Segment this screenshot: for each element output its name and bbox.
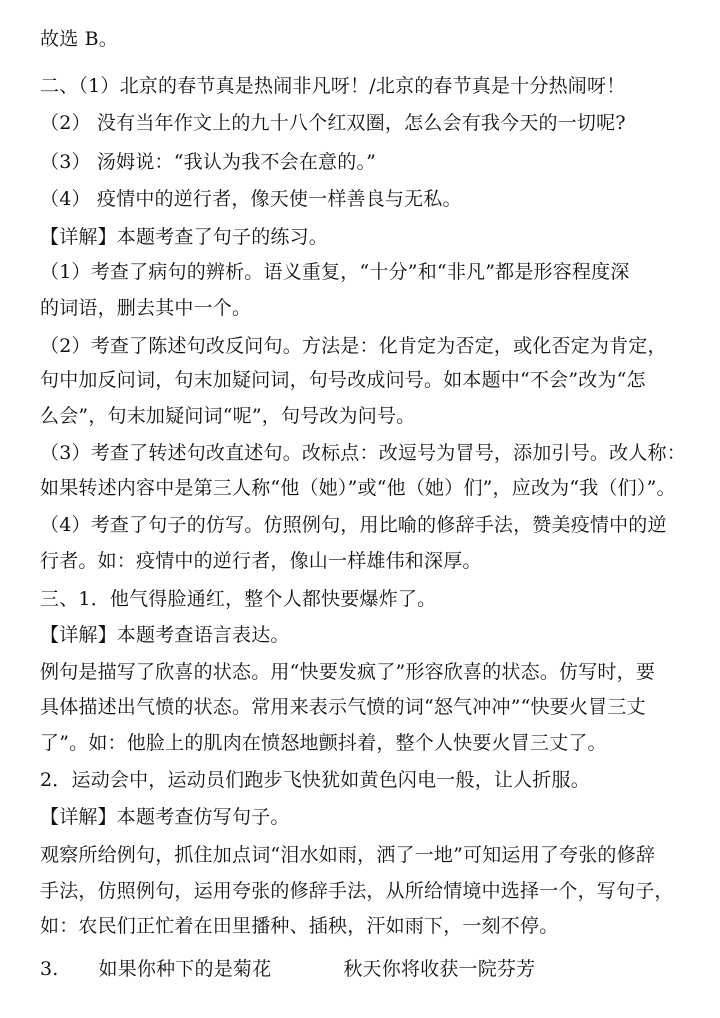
answer-part-1: 如果你种下的是菊花 [98,958,272,980]
text-line: （3）考查了转述句改直述句。改标点：改逗号为冒号，添加引号。改人称： [40,442,686,464]
answer-part-2: 秋天你将收获一院芬芳 [343,958,536,980]
text-line: （4） 疫情中的逆行者，像天使一样善良与无私。 [40,188,462,210]
text-line: 三、1．他气得脸通红，整个人都快要爆炸了。 [40,588,437,610]
text-line: 行者。如：疫情中的逆行者，像山一样雄伟和深厚。 [40,550,482,572]
answer-number: 3. [40,958,59,980]
text-line: 故选 B。 [40,28,119,50]
text-line: （3） 汤姆说：“我认为我不会在意的。” [40,151,377,173]
text-line: （4）考查了句子的仿写。仿照例句，用比喻的修辞手法，赞美疫情中的逆 [40,514,667,536]
text-line: 的词语，删去其中一个。 [40,297,252,319]
text-line: 【详解】本题考查了句子的练习。 [40,226,329,248]
text-line: 2．运动会中，运动员们跑步飞快犹如黄色闪电一般，让人折服。 [40,769,590,791]
text-line: 具体描述出气愤的状态。常用来表示气愤的词“怒气冲冲”“快要火冒三丈 [40,696,646,718]
answer-line-3 [40,957,690,981]
text-line: （1）考查了病句的辨析。语义重复，“十分”和“非凡”都是形容程度深 [40,261,630,283]
text-line: （2）考查了陈述句改反问句。方法是：化肯定为否定，或化否定为肯定， [40,335,667,357]
text-line: （2） 没有当年作文上的九十八个红双圈，怎么会有我今天的一切呢? [40,112,626,134]
text-line: 了”。如：他脸上的肌肉在愤怒地颤抖着，整个人快要火冒三丈了。 [40,732,607,754]
text-line: 句中加反问词，句末加疑问词，句号改成问号。如本题中“不会”改为“怎 [40,369,646,391]
text-line: 【详解】本题考查语言表达。 [40,624,290,646]
text-line: 么会”，句末加疑问词“呢”，句号改为问号。 [40,405,416,427]
text-line: 二、（1）北京的春节真是热闹非凡呀！/北京的春节真是十分热闹呀！ [40,75,626,97]
text-line: 手法，仿照例句，运用夸张的修辞手法，从所给情境中选择一个，写句子， [40,880,674,902]
text-line: 如：农民们正忙着在田里播种、插秧，汗如雨下，一刻不停。 [40,915,559,937]
text-line: 例句是描写了欣喜的状态。用“快要发疯了”形容欣喜的状态。仿写时，要 [40,661,656,683]
text-line: 如果转述内容中是第三人称“他（她）”或“他（她）们”，应改为“我（们）”。 [40,477,676,499]
text-line: 观察所给例句，抓住加点词“泪水如雨，洒了一地”可知运用了夸张的修辞 [40,844,656,866]
text-line: 【详解】本题考查仿写句子。 [40,806,290,828]
